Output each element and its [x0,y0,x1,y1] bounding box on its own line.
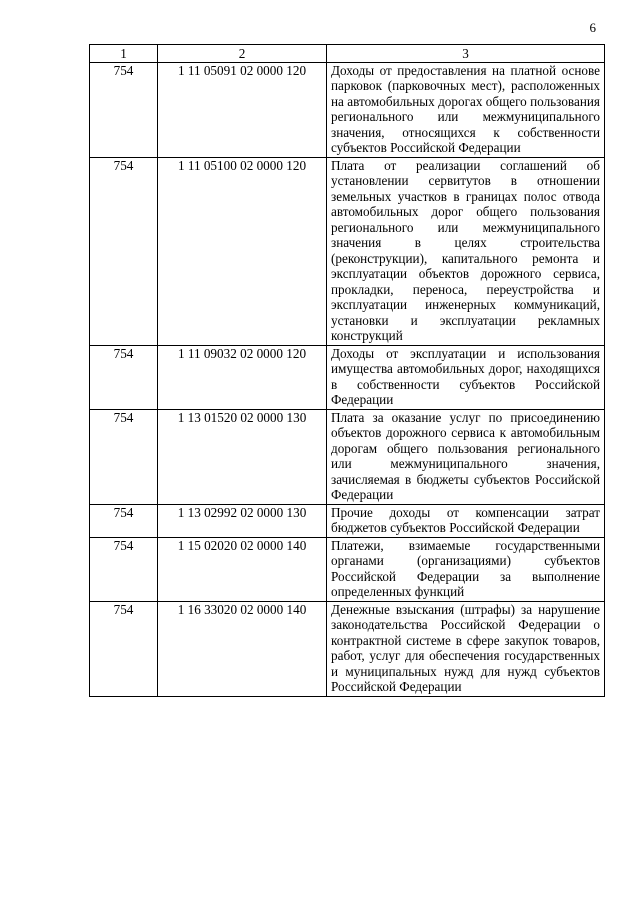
description-cell: Платежи, взимаемые государственными органами (организациями) субъектов Российской Федерации за выполнение определенных функций [327,537,605,601]
admin-code-cell: 754 [90,601,158,696]
page-number: 6 [589,20,596,35]
admin-code-cell: 754 [90,62,158,157]
description-cell: Доходы от эксплуатации и использования имущества автомобильных дорог, находящихся в собственности субъектов Российской Федерации [327,345,605,409]
table-row [90,601,605,696]
admin-code-cell: 754 [90,157,158,345]
table-row [90,157,605,345]
budget-code-cell: 1 11 05100 02 0000 120 [158,157,327,345]
admin-code-cell: 754 [90,537,158,601]
table-row [90,62,605,157]
header-col-1: 1 [90,45,158,63]
table-row [90,345,605,409]
budget-code-cell: 1 15 02020 02 0000 140 [158,537,327,601]
description-cell: Плата от реализации соглашений об установлении сервитутов в отношении земельных участков в границах полос отвода автомобильных дорог общего пользования регионального или межмуниципального значения в целях строительства (реконструкции), капитального ремонта и эксплуатации объектов дорожного сервиса, прокладки, переноса, переустройства и эксплуатации инженерных коммуникаций, установки и эксплуатации рекламных конструкций [327,157,605,345]
admin-code-cell: 754 [90,345,158,409]
budget-code-cell: 1 16 33020 02 0000 140 [158,601,327,696]
description-cell: Прочие доходы от компенсации затрат бюджетов субъектов Российской Федерации [327,504,605,537]
table-header-row [90,45,605,63]
admin-code-cell: 754 [90,409,158,504]
budget-code-cell: 1 13 01520 02 0000 130 [158,409,327,504]
budget-revenue-table [89,44,605,697]
table-row [90,537,605,601]
budget-code-cell: 1 11 05091 02 0000 120 [158,62,327,157]
description-cell: Доходы от предоставления на платной основе парковок (парковочных мест), расположенных на автомобильных дорогах общего пользования регионального или межмуниципального значения, относящихся к собственности субъектов Российской Федерации [327,62,605,157]
budget-code-cell: 1 11 09032 02 0000 120 [158,345,327,409]
header-col-2: 2 [158,45,327,63]
budget-code-cell: 1 13 02992 02 0000 130 [158,504,327,537]
table-row [90,409,605,504]
table-row [90,504,605,537]
header-col-3: 3 [327,45,605,63]
admin-code-cell: 754 [90,504,158,537]
description-cell: Денежные взыскания (штрафы) за нарушение законодательства Российской Федерации о контрактной системе в сфере закупок товаров, работ, услуг для обеспечения государственных и муниципальных нужд для нужд субъектов Российской Федерации [327,601,605,696]
description-cell: Плата за оказание услуг по присоединению объектов дорожного сервиса к автомобильным дорогам общего пользования регионального или межмуниципального значения, зачисляемая в бюджеты субъектов Российской Федерации [327,409,605,504]
